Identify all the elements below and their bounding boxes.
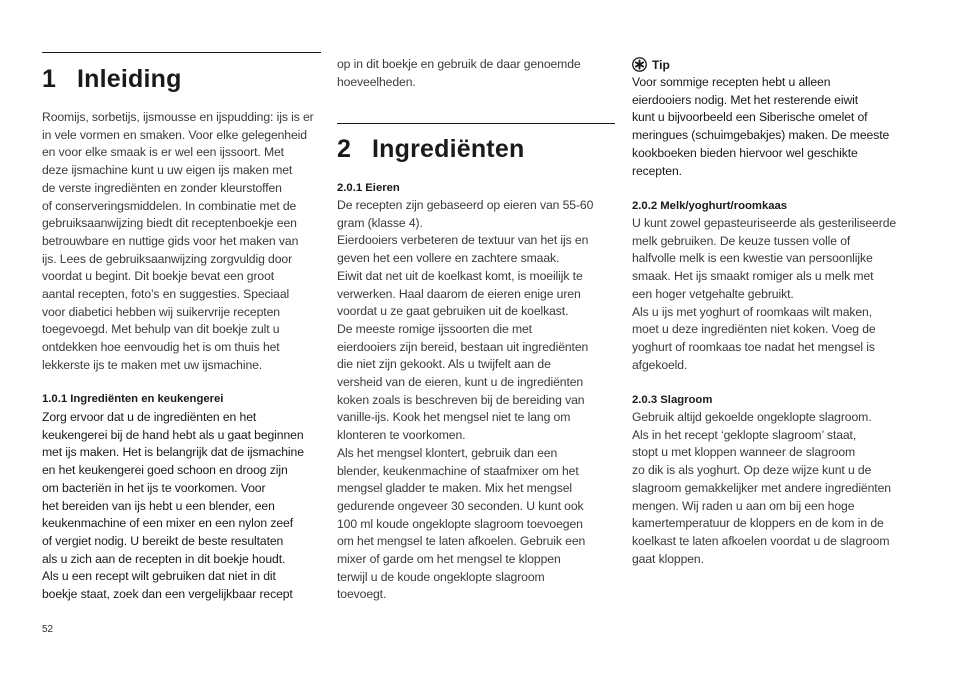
section-heading-ingredienten [337,134,524,164]
text-line: De meeste romige ijssoorten die met [337,321,532,336]
text-line: gaat kloppen. [632,551,704,566]
text-line: 100 ml koude ongeklopte slagroom toevoegen [337,516,583,531]
eieren-paragraph [337,197,593,604]
text-line: koken zoals is beschreven bij de bereiding van [337,392,585,407]
text-line: De recepten zijn gebaseerd op eieren van 55-60 [337,198,594,212]
text-line: yoghurt of roomkaas toe nadat het mengsel is [632,339,875,354]
text-line: aantal recepten, foto’s en suggesties. Speciaal [42,287,290,302]
text-line: Als het mengsel klontert, gebruik dan een [337,445,558,460]
text-line: gedurende ongeveer 30 seconden. U kunt ook [337,498,584,513]
slagroom-paragraph [632,409,891,568]
subheading-slagroom: 2.0.3 Slagroom [632,394,713,406]
text-line: melk gebruiken. De keuze tussen volle of [632,233,851,248]
text-line: om bacteriën in het ijs te voorkomen. Voor [42,480,266,495]
text-line: kookboeken bieden hiervoor wel geschikte [632,145,858,160]
text-line: klonteren te voorkomen. [337,428,466,443]
section-rule [42,52,321,53]
text-line: zo dik is als yoghurt. Op deze wijze kunt u de [632,463,872,478]
section-heading-inleiding [42,64,182,94]
text-line: eierdooiers zijn bereid, bestaan uit ingrediënten [337,339,589,354]
text-line: halfvolle melk is een kwestie van persoonlijke [632,251,873,266]
text-line: voor diabetici hebben wij suikervrije recepten [42,304,280,319]
text-line: stopt u met kloppen wanneer de slagroom [632,445,856,460]
text-line: verwerken. Haal daarom de eieren enige uren [337,286,581,301]
text-line: die niet zijn gekookt. Als u twijfelt aan de [337,357,551,372]
text-line: of conserveringsmiddelen. In combinatie met de [42,198,297,213]
intro-paragraph [42,109,314,375]
text-line: keukengerei bij de hand hebt als u gaat beginnen [42,427,304,442]
text-line: vanille-ijs. Kook het mengsel niet te lang om [337,410,571,425]
text-line: Zorg ervoor dat u de ingrediënten en het [42,410,257,424]
text-line: ontdekken hoe eenvoudig het is om thuis het [42,340,280,355]
subheading-melk-yoghurt-roomkaas: 2.0.2 Melk/yoghurt/roomkaas [632,200,788,212]
text-line: een hoger vetgehalte gebruikt. [632,286,794,301]
text-line: keukenmachine of een mixer en een nylon zeef [42,516,294,531]
heading-number: 1 [42,65,57,93]
text-line: meringues (schuimgebakjes) maken. De meeste [632,128,890,143]
text-line: deze ijsmachine kunt u uw eigen ijs maken met [42,163,293,178]
text-line: en voor elke smaak is er wel een ijssoort. Met [42,145,284,160]
text-line: en het keukengerei goed schoon en droog zijn [42,463,288,478]
text-line: U kunt zowel gepasteuriseerde als gesteriliseerde [632,216,897,230]
text-line: Als u ijs met yoghurt of roomkaas wilt maken, [632,304,873,319]
text-line: kunt u bijvoorbeeld een Siberische omelet of [632,110,868,125]
keukengerei-paragraph [42,409,304,604]
heading-text: Ingrediënten [372,135,525,163]
tip-header [632,56,670,73]
tip-label: Tip [652,57,670,72]
text-line: koelkast te laten afkoelen voordat u de slagroom [632,533,890,548]
page-number: 52 [42,624,54,635]
subheading-ingredienten-keukengerei: 1.0.1 Ingrediënten en keukengerei [42,393,224,405]
text-line: toevoegt. [337,587,387,602]
text-line: Roomijs, sorbetijs, ijsmousse en ijspudding: ijs is er [42,110,314,124]
text-line: als u zich aan de recepten in dit boekje houdt. [42,551,286,566]
text-line: ijs. Lees de gebruiksaanwijzing zorgvuldig door [42,251,293,266]
tip-asterisk-icon [632,57,647,72]
text-line: smaak. Het ijs smaakt romiger als u melk met [632,269,874,284]
text-line: om het mengsel te laten afkoelen. Gebruik een [337,534,586,549]
subheading-eieren: 2.0.1 Eieren [337,182,400,194]
text-line: afgekoeld. [632,357,688,372]
melk-paragraph [632,215,896,374]
section-rule [337,123,615,124]
text-line: kamertemperatuur de kloppers en de kom in de [632,516,884,531]
text-line: Eiwit dat net uit de koelkast komt, is moeilijk te [337,268,583,283]
heading-text: Inleiding [77,65,182,93]
text-line: Als in het recept ‘geklopte slagroom’ staat, [632,427,857,442]
text-line: blender, keukenmachine of staafmixer om het [337,463,579,478]
text-line: het bereiden van ijs hebt u een blender, een [42,498,275,513]
continuation-paragraph [337,56,581,91]
heading-number: 2 [337,135,352,163]
text-line: de verste ingrediënten en zonder kleurstoffen [42,180,282,195]
text-line: Gebruik altijd gekoelde ongeklopte slagroom. [632,410,872,424]
text-line: terwijl u de koude ongeklopte slagroom [337,569,545,584]
text-line: recepten. [632,163,682,178]
text-line: lekkerste ijs te maken met uw ijsmachine. [42,357,263,372]
text-line: mengen. Wij raden u aan om bij een hoge [632,498,855,513]
text-line: Als u een recept wilt gebruiken dat niet in dit [42,569,276,584]
text-line: boekje staat, zoek dan een vergelijkbaar recept [42,587,293,602]
text-line: mixer of garde om het mengsel te kloppen [337,552,561,567]
text-line: toegevoegd. Met behulp van dit boekje zult u [42,322,280,337]
text-line: versheid van de eieren, kunt u de ingrediënten [337,375,584,390]
text-line: slagroom gemakkelijker met andere ingrediënten [632,480,891,495]
text-line: in vele vormen en smaken. Voor elke gelegenheid [42,127,307,142]
text-line: gram (klasse 4). [337,215,423,230]
text-line: of vergiet nodig. U bereikt de beste resultaten [42,533,284,548]
text-line: voordat u begint. Dit boekje bevat een groot [42,269,275,284]
text-line: eierdooiers nodig. Met het resterende eiwit [632,92,859,107]
text-line: Voor sommige recepten hebt u alleen [632,75,831,89]
text-line: betrouwbare en nuttige gids voor het maken van [42,233,299,248]
text-line: met ijs maken. Het is belangrijk dat de ijsmachine [42,445,304,460]
text-line: Eierdooiers verbeteren de textuur van het ijs en [337,233,589,248]
text-line: gebruiksaanwijzing biedt dit receptenboekje een [42,216,297,231]
text-line: moet u deze ingrediënten niet koken. Voeg de [632,322,876,337]
tip-paragraph [632,74,889,180]
text-line: geven het een vollere en zachtere smaak. [337,251,560,266]
text-line: op in dit boekje en gebruik de daar genoemde [337,57,581,71]
text-line: mengsel gladder te maken. Mix het mengsel [337,481,573,496]
text-line: voordat u ze gaat gebruiken uit de koelkast. [337,304,569,319]
text-line: hoeveelheden. [337,74,416,89]
